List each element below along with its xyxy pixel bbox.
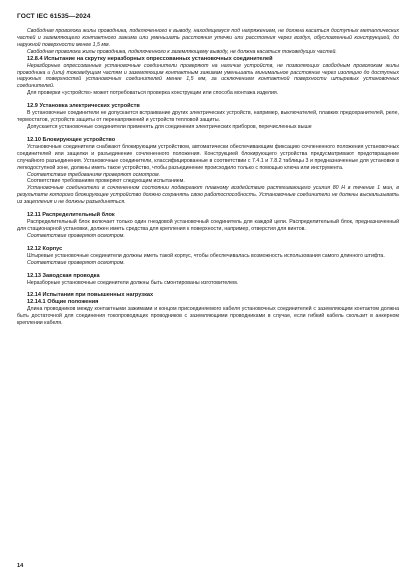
document-body	[17, 28, 399, 327]
section-heading: 12.9 Установка электрических устройств	[27, 103, 140, 110]
paragraph: Длина проводников между контактными зажимами и концом присоединяемого кабеля установочных соединителей с заземляющим контактом должна быть достаточной для соединения токопроводящих проводников с заземляющими проводниками в случае, если гибкий кабель скользит в анкерном креплении кабеля.	[17, 306, 399, 327]
paragraph: Свободная проволока жилы проводника, подключенного к выводу, находящемуся под напряжением, не должна касаться доступных металлических частей и заземляющего контактного зажима или уменьшать расстояния утечки или расстояния через воздух, обусловленный конструкцией, до наружной поверхности менее 1,5 мм.	[17, 28, 399, 48]
paragraph: Установочные соединители снабжают блокирующим устройством, автоматически обеспечивающим фиксацию сочлененного положения установочных соединителей или защелки и разъединение сочлененного положения. Конструкцией блокирующего устройства предусматривают предотвращение случайного разъединения. Установочные соединители, классифицированные в соответствии с 7.4.1 и 7.8.2 таблицы 3 и предназначенные для установки в легкодоступной зоне, должны иметь такое устройство, чтобы разъединение происходило только с помощью ключа или инструмента.	[17, 143, 399, 171]
paragraph: В установочные соединители не допускается встраивание других электрических устройств, например, выключателей, плавких предохранителей, реле, термостатов, устройств защиты от перенапряжений и устройств тепловой защиты.	[17, 110, 399, 124]
paragraph: Для проверки «устройств» может потребоваться проверка конструкции или способа монтажа изделия.	[27, 90, 279, 97]
paragraph: Свободная проволока жилы проводника, подключенного к заземляющему выводу, не должна касаться токоведущих частей.	[27, 48, 337, 55]
paragraph: Соответствие проверяют осмотром.	[27, 232, 125, 239]
section-heading: 12.10 Блокирующее устройство	[27, 136, 116, 143]
paragraph: Штыревые установочные соединители должны иметь такой корпус, чтобы обеспечивалась возможность использования самого длинного штифта.	[27, 252, 385, 259]
document-header: ГОСТ IEC 61535—2024	[17, 13, 91, 20]
paragraph: Установочные соединители в сочлененном состоянии подвергают плавному воздействию растягивающего усилия 80 Н в течение 1 мин, в результате которого блокирующее устройство должно сохранять свою работоспособность. Установочные соединители не должны выскальзывать из зацепления и не должны разъединяться.	[17, 185, 399, 206]
section-heading: 12.8.4 Испытание на скрутку неразборных опрессованных установочных соединителей	[27, 55, 273, 62]
section-heading: 12.14 Испытания при повышенных нагрузках	[27, 292, 154, 299]
paragraph: Соответствие проверяют осмотром.	[27, 259, 125, 266]
section-heading: 12.12 Корпус	[27, 245, 63, 252]
paragraph: Распределительный блок включает только один гнездовой установочный соединитель для каждой цепи. Распределительный блок, предназначенный для стационарной установки, должен иметь средства для крепления к поверхности, например, отверстия для винтов.	[17, 219, 399, 232]
section-heading: 12.14.1 Общие положения	[27, 299, 99, 306]
paragraph: Допускается установочные соединители применять для соединения электрических приборов, перечисленных выше	[27, 123, 312, 130]
paragraph: Неразборные опрессованные установочные соединители проверяют на наличие устройств, не позволяющих свободным проволокам жилы проводника и (или) токоведущим частям и заземляющим контактным зажимам уменьшать минимальное расстояние через изоляцию до доступных наружных поверхностей установочных соединителей менее 1,5 мм, за исключением контактной поверхности штыревых установочных соединителей.	[17, 62, 399, 90]
section-heading: 12.11 Распределительный блок	[27, 212, 115, 219]
paragraph: Соответствие требованиям проверяют следующим испытанием.	[27, 178, 185, 185]
paragraph: Неразборные установочные соединители должны быть смонтированы изготовителем.	[27, 279, 239, 286]
paragraph: Соответствие требованиям проверяют осмотром.	[27, 171, 161, 178]
page-number: 14	[17, 563, 24, 569]
section-heading: 12.13 Заводская проводка	[27, 272, 100, 279]
